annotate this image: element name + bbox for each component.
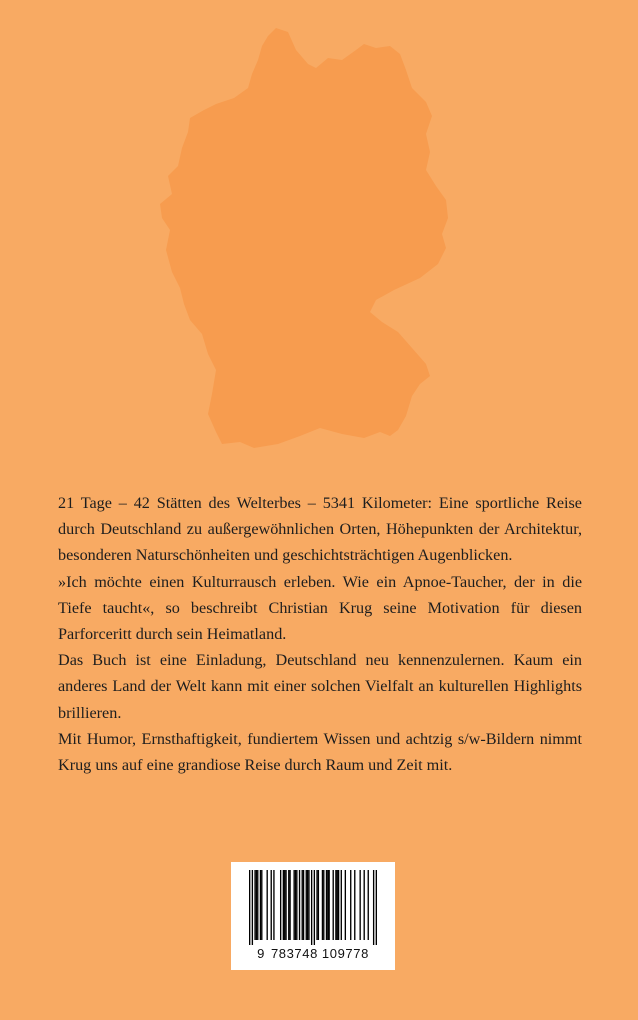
isbn-group-1: 783748 — [270, 946, 318, 961]
isbn-digits — [231, 946, 395, 961]
barcode-bar — [368, 870, 369, 940]
barcode-bar — [359, 870, 360, 940]
barcode-bar — [260, 870, 261, 940]
barcode-bar — [303, 870, 304, 940]
barcode-bar — [322, 870, 323, 940]
blurb-paragraph: Mit Humor, Ernsthaftigkeit, fundiertem Wissen und achtzig s/w-Bildern nimmt Krug uns auf eine grandiose Reise durch Raum und Zeit mit. — [58, 729, 582, 775]
barcode-bar — [307, 870, 308, 940]
barcode-bar — [252, 870, 253, 945]
barcode-bar — [295, 870, 296, 940]
barcode-bar — [337, 870, 338, 940]
barcode-bar — [335, 870, 336, 940]
barcode-bar — [323, 870, 324, 940]
barcode-bar — [254, 870, 255, 940]
barcode-bar — [261, 870, 262, 940]
germany-map-icon — [150, 24, 450, 462]
barcode-bar — [326, 870, 327, 940]
barcode-bar — [299, 870, 300, 940]
isbn-group-2: 109778 — [321, 946, 369, 961]
barcode-bar — [327, 870, 328, 940]
barcode-bar — [338, 870, 339, 940]
barcode-bar — [373, 870, 374, 945]
blurb-paragraph: »Ich möchte einen Kulturrausch erleben. Wie ein Apnoe-Taucher, der in die Tiefe taucht«, so beschreibt Christian Krug seine Motivation für diesen Parforceritt durch sein Heimatland. — [58, 572, 582, 644]
barcode-bar — [302, 870, 303, 940]
barcode-bar — [257, 870, 258, 940]
barcode-bar — [354, 870, 355, 940]
barcode-bar — [376, 870, 377, 945]
blurb-text — [58, 490, 582, 778]
barcode-bar — [314, 870, 315, 945]
barcode-bar — [318, 870, 319, 940]
barcode-bar — [345, 870, 346, 940]
barcode-bar — [306, 870, 307, 940]
barcode-bar — [350, 870, 351, 940]
barcode-bar — [328, 870, 329, 940]
barcode-bar — [341, 870, 342, 940]
isbn-lead-digit: 9 — [257, 946, 265, 961]
barcode-bar — [289, 870, 290, 940]
barcode-bar — [283, 870, 284, 940]
barcode-bar — [284, 870, 285, 940]
barcode-bar — [333, 870, 334, 940]
barcode-bar — [285, 870, 286, 940]
barcode-bar — [273, 870, 274, 940]
barcode-bar — [267, 870, 268, 940]
blurb-paragraph: 21 Tage – 42 Stätten des Welterbes – 5341 Kilometer: Eine sportliche Reise durch Deutschland zu außergewöhnlichen Orten, Höhepunkten der Architektur, besonderen Naturschönheiten und geschichtsträchtigen Augenblicken. — [58, 494, 582, 565]
barcode-bar — [288, 870, 289, 940]
barcode-bar — [316, 870, 317, 940]
barcode-bar — [311, 870, 312, 945]
barcode-bar — [293, 870, 294, 940]
barcode-bar — [296, 870, 297, 940]
barcode-bar — [280, 870, 281, 940]
isbn-barcode — [231, 862, 395, 970]
barcode-bar — [308, 870, 309, 940]
barcode-bar — [249, 870, 250, 945]
barcode-bar — [364, 870, 365, 940]
barcode-bar — [256, 870, 257, 940]
blurb-paragraph: Das Buch ist eine Einladung, Deutschland neu kennenzulernen. Kaum ein anderes Land der Welt kann mit einer solchen Vielfalt an kulturellen Highlights brillieren. — [58, 651, 582, 722]
barcode-bars — [249, 870, 377, 945]
barcode-bar — [271, 870, 272, 940]
